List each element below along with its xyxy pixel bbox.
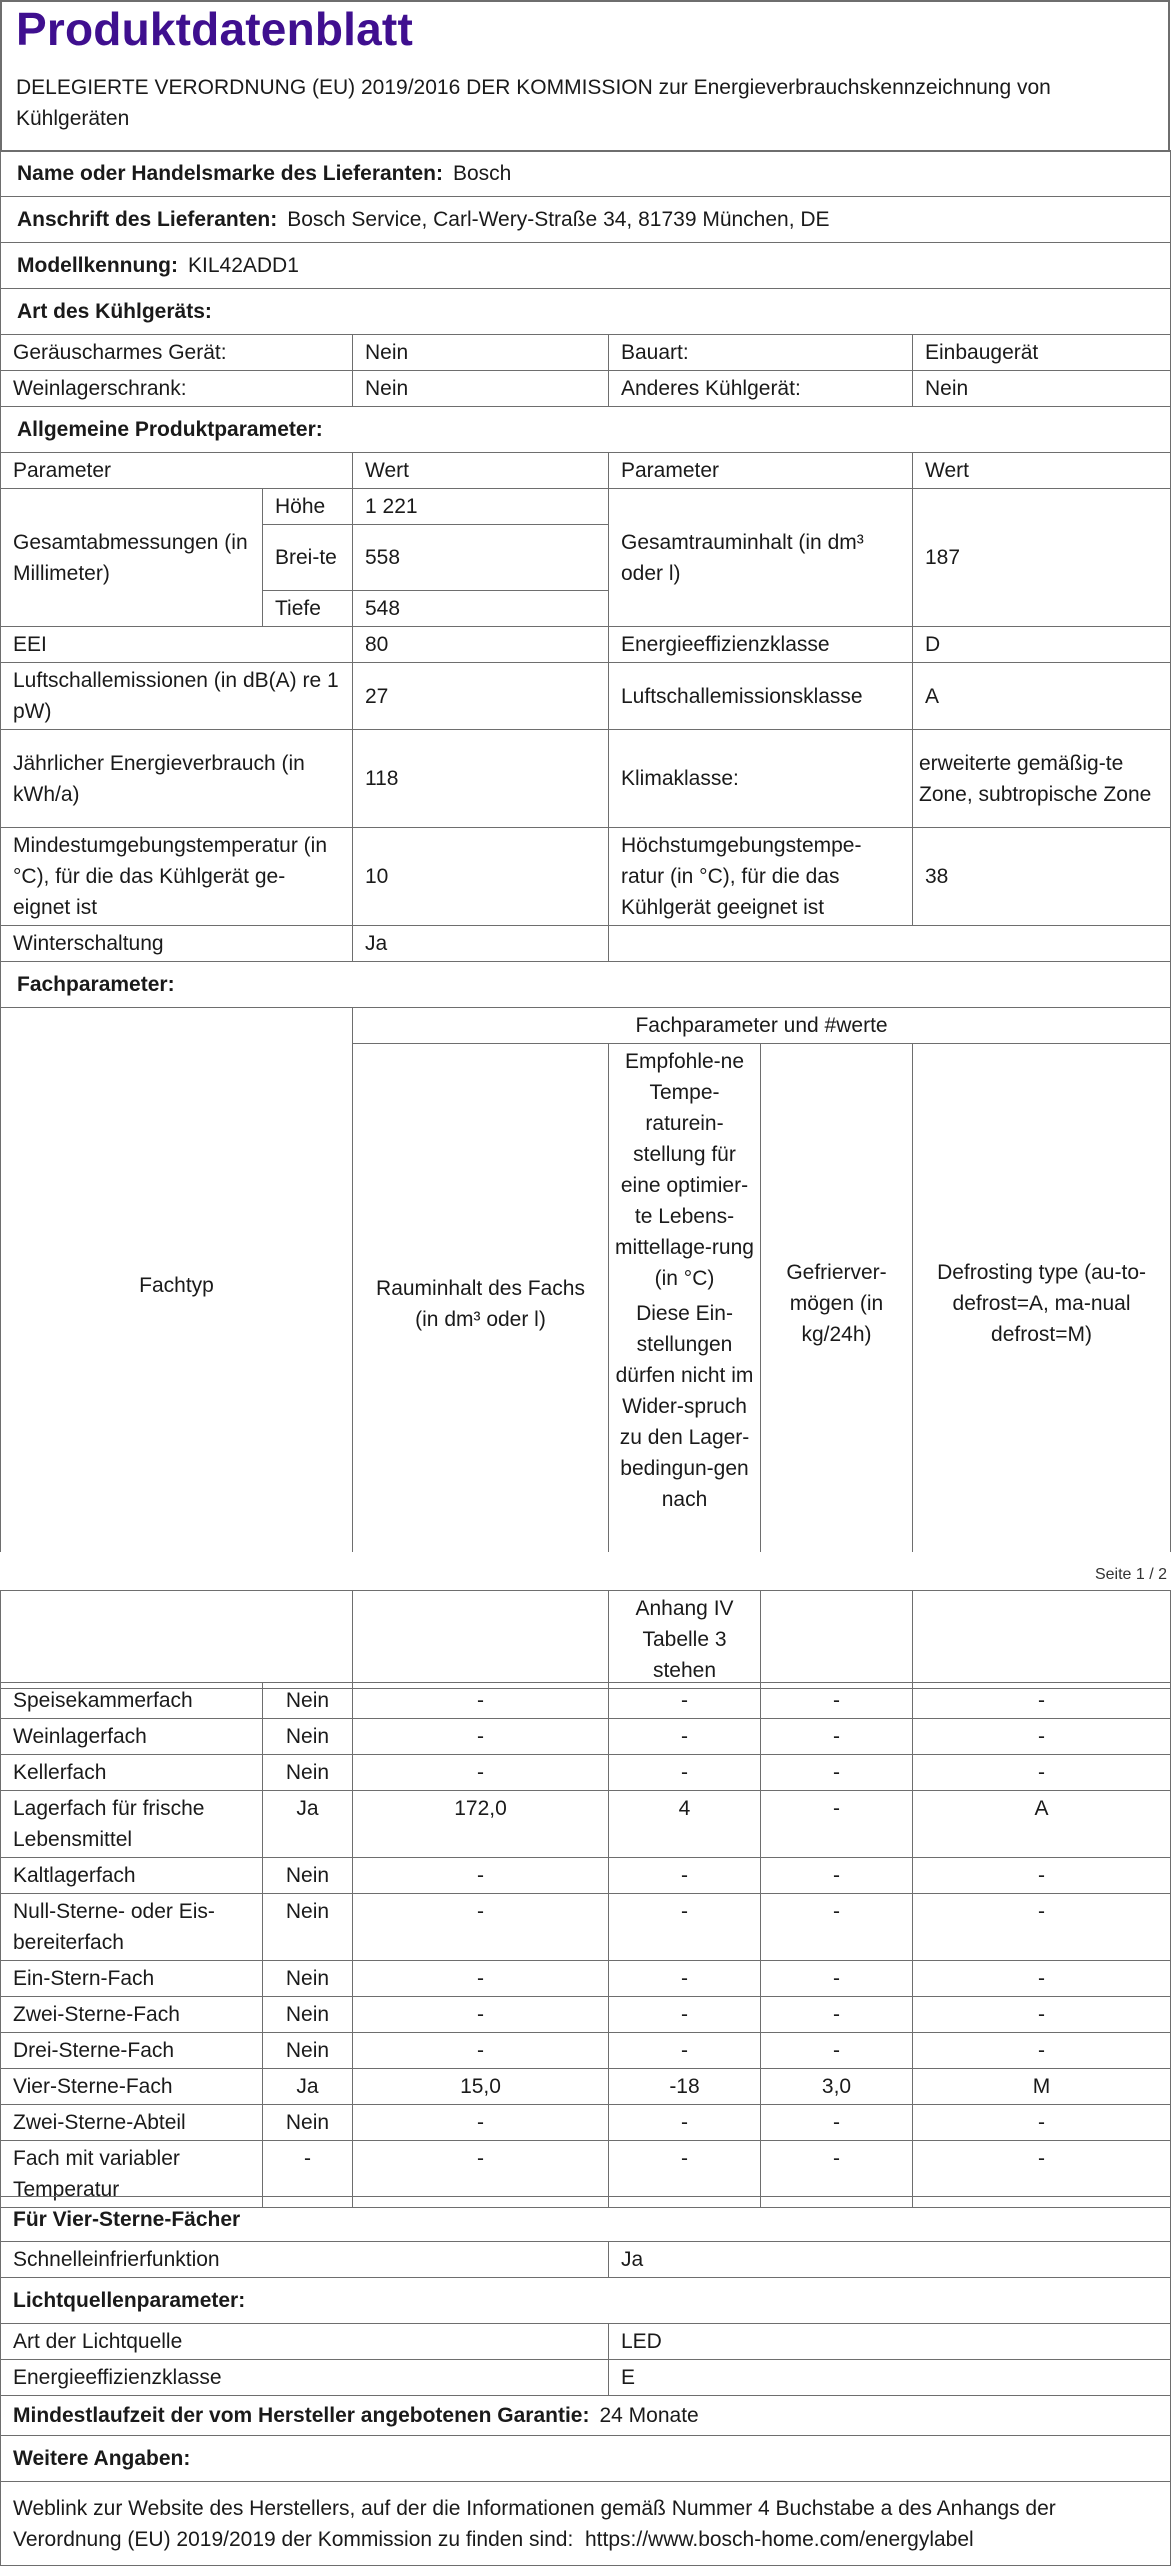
compartment-freeze: - [761,2033,913,2069]
compartment-freeze: - [761,2105,913,2141]
type-param: Anderes Kühlgerät: [609,371,913,407]
compartment-volume: - [353,1755,609,1791]
compartment-volume: - [353,2105,609,2141]
further-heading: Weitere Angaben: [1,2436,1171,2482]
compartment-defrost: M [913,2069,1171,2105]
general-param: Luftschallemissionsklasse [609,663,913,730]
column-header-defrost: Defrosting type (au-to-defrost=A, ma-nual defrost=M) [913,1044,1171,1564]
fast-freeze-row [1,2242,1171,2278]
compartment-temp: - [609,1894,761,1961]
compartment-name: Zwei-Sterne-Abteil [1,2105,263,2141]
fast-freeze-value: Ja [609,2242,1171,2278]
compartment-row [1,1719,1171,1755]
compartment-name: Ein-Stern-Fach [1,1961,263,1997]
compartment-present: Nein [263,2105,353,2141]
dimension-label: Höhe [263,489,353,525]
supplier-name-row [1,151,1171,197]
type-heading: Art des Kühlgeräts: [1,289,1171,335]
compartment-volume: - [353,1683,609,1719]
compartment-freeze: 3,0 [761,2069,913,2105]
column-header: Parameter [1,453,353,489]
light-type-label: Art der Lichtquelle [1,2324,609,2360]
compartment-row [1,2033,1171,2069]
general-heading-row [1,407,1171,453]
general-param: Jährlicher Energieverbrauch (in kWh/a) [1,730,353,828]
column-header: Wert [913,453,1171,489]
type-value: Nein [353,335,609,371]
compartment-defrost: - [913,2033,1171,2069]
type-value: Einbaugerät [913,335,1171,371]
compartment-defrost: - [913,1961,1171,1997]
empty-cell [761,1591,913,1689]
document-title: Produktdatenblatt [16,3,413,55]
general-value: A [913,663,1171,730]
general-value: 80 [353,627,609,663]
compartment-name: Fach mit variabler Temperatur [1,2141,263,2208]
light-class-label: Energieeffizienzklasse [1,2360,609,2396]
compartment-volume: - [353,1719,609,1755]
volume-value: 187 [913,489,1171,627]
light-class-row [1,2360,1171,2396]
column-header: Wert [353,453,609,489]
compartment-present: - [263,2141,353,2208]
compartments-header-continued [1,1591,1171,1689]
compartment-row [1,1683,1171,1719]
column-header-temp [609,1044,761,1564]
general-value: 118 [353,730,609,828]
further-text-row [1,2482,1171,2566]
compartment-present: Nein [263,1858,353,1894]
empty-cell [913,1591,1171,1689]
compartment-temp: - [609,1755,761,1791]
warranty-row [1,2396,1171,2436]
light-heading: Lichtquellenparameter: [1,2278,1171,2324]
light-type-value: LED [609,2324,1171,2360]
column-header-group: Fachparameter und #werte [353,1008,1171,1044]
compartment-present: Nein [263,2033,353,2069]
compartment-defrost: - [913,2141,1171,2208]
general-value: 38 [913,828,1171,926]
compartment-present: Nein [263,1997,353,2033]
winter-value: Ja [353,926,609,962]
model-value: KIL42ADD1 [188,254,299,277]
general-param: Luftschallemissionen (in dB(A) re 1 pW) [1,663,353,730]
compartment-name: Lagerfach für frische Lebensmittel [1,1791,263,1858]
compartment-freeze: - [761,1997,913,2033]
compartment-temp: - [609,1961,761,1997]
compartment-name: Weinlagerfach [1,1719,263,1755]
general-param: Mindestumgebungstemperatur (in °C), für die das Kühlgerät ge-eignet ist [1,828,353,926]
compartment-freeze: - [761,1961,913,1997]
general-row [1,828,1171,926]
compartment-freeze: - [761,1858,913,1894]
compartment-name: Kellerfach [1,1755,263,1791]
compartment-defrost: - [913,1858,1171,1894]
column-header-volume: Rauminhalt des Fachs (in dm³ oder l) [353,1044,609,1564]
compartment-freeze: - [761,1719,913,1755]
compartments-heading: Fachparameter: [1,962,1171,1008]
compartment-name: Zwei-Sterne-Fach [1,1997,263,2033]
general-row [1,627,1171,663]
compartments-heading-row [1,962,1171,1008]
type-row [1,335,1171,371]
type-param: Geräuscharmes Gerät: [1,335,353,371]
compartment-volume: - [353,1961,609,1997]
model-label: Modellkennung: [17,254,178,277]
light-heading-row [1,2278,1171,2324]
compartment-defrost: - [913,1719,1171,1755]
compartment-row [1,1858,1171,1894]
compartment-present: Nein [263,1894,353,1961]
compartment-temp: - [609,2033,761,2069]
dimension-value: 548 [353,591,609,627]
dimensions-label: Gesamtabmessungen (in Millimeter) [1,489,263,627]
compartment-volume: 172,0 [353,1791,609,1858]
volume-label: Gesamtrauminhalt (in dm³ oder l) [609,489,913,627]
general-value: D [913,627,1171,663]
compartment-temp: - [609,1683,761,1719]
compartment-temp: 4 [609,1791,761,1858]
page-2 [0,1590,1171,2560]
dimension-row [1,489,1171,525]
compartment-freeze: - [761,1791,913,1858]
compartment-name: Kaltlagerfach [1,1858,263,1894]
compartment-defrost: - [913,1683,1171,1719]
general-row [1,663,1171,730]
type-row [1,371,1171,407]
empty-cell [609,926,1171,962]
general-param: Höchstumgebungstempe-ratur (in °C), für die das Kühlgerät geeignet ist [609,828,913,926]
compartment-temp: - [609,1858,761,1894]
dimension-value: 558 [353,525,609,591]
type-value: Nein [353,371,609,407]
compartment-name: Vier-Sterne-Fach [1,2069,263,2105]
compartment-present: Nein [263,1755,353,1791]
type-param: Bauart: [609,335,913,371]
compartment-defrost: - [913,1755,1171,1791]
supplier-address-value: Bosch Service, Carl-Wery-Straße 34, 81739 München, DE [287,208,830,231]
compartment-volume: - [353,1997,609,2033]
supplier-address-row [1,197,1171,243]
compartment-present: Ja [263,2069,353,2105]
type-value: Nein [913,371,1171,407]
compartment-present: Nein [263,1683,353,1719]
column-header: Parameter [609,453,913,489]
column-header-temp-part2: Diese Ein-stellungen dürfen nicht im Wider-spruch zu den Lager-bedingun-gen nach [615,1302,754,1511]
general-param: Klimaklasse: [609,730,913,828]
general-header-row [1,453,1171,489]
compartment-defrost: - [913,1894,1171,1961]
compartment-volume: 15,0 [353,2069,609,2105]
four-star-heading: Für Vier-Sterne-Fächer [1,2197,1171,2242]
compartment-name: Speisekammerfach [1,1683,263,1719]
compartment-temp: - [609,1719,761,1755]
four-star-heading-row [1,2197,1171,2242]
compartment-temp: - [609,1997,761,2033]
general-heading: Allgemeine Produktparameter: [1,407,1171,453]
general-param: Energieeffizienzklasse [609,627,913,663]
compartment-name: Drei-Sterne-Fach [1,2033,263,2069]
compartment-defrost: A [913,1791,1171,1858]
compartment-row [1,1894,1171,1961]
compartment-row [1,1961,1171,1997]
compartments-table [0,1682,1171,2208]
supplier-name-label: Name oder Handelsmarke des Lieferanten: [17,162,443,185]
page-number: Seite 1 / 2 [1094,1566,1167,1583]
manufacturer-link[interactable]: https://www.bosch-home.com/energylabel [585,2527,974,2551]
supplier-address-label: Anschrift des Lieferanten: [17,208,278,231]
model-row [1,243,1171,289]
compartment-defrost: - [913,1997,1171,2033]
fast-freeze-label: Schnelleinfrierfunktion [1,2242,609,2278]
compartment-row [1,1755,1171,1791]
compartment-defrost: - [913,2105,1171,2141]
compartment-present: Nein [263,1961,353,1997]
compartment-freeze: - [761,1894,913,1961]
general-value: erweiterte gemäßig-te Zone, subtropische Zone [913,730,1171,828]
light-type-row [1,2324,1171,2360]
compartments-group-header-row [1,1008,1171,1044]
compartment-volume: - [353,1894,609,1961]
page-break [0,1552,1171,1590]
type-param: Weinlagerschrank: [1,371,353,407]
dimension-label: Tiefe [263,591,353,627]
compartment-row [1,1791,1171,1858]
compartment-freeze: - [761,1755,913,1791]
dimension-value: 1 221 [353,489,609,525]
light-class-value: E [609,2360,1171,2396]
compartment-volume: - [353,1858,609,1894]
further-heading-row [1,2436,1171,2482]
general-row [1,730,1171,828]
supplier-name-value: Bosch [453,162,512,185]
column-header-freeze: Gefrierver-mögen (in kg/24h) [761,1044,913,1564]
document-subtitle: DELEGIERTE VERORDNUNG (EU) 2019/2016 DER KOMMISSION zur Energieverbrauchskennzeichnung von Kühlgeräten [16,76,1051,130]
page1-table [0,150,1171,1564]
winter-label: Winterschaltung [1,926,353,962]
compartment-temp: - [609,2105,761,2141]
page2-lower-table [0,2196,1171,2566]
empty-cell [353,1591,609,1689]
empty-cell [1,1591,353,1689]
winter-row [1,926,1171,962]
compartment-freeze: - [761,2141,913,2208]
compartment-freeze: - [761,1683,913,1719]
warranty-value: 24 Monate [599,2404,699,2427]
type-heading-row [1,289,1171,335]
column-header-type: Fachtyp [1,1008,353,1564]
compartment-row [1,2105,1171,2141]
general-value: 10 [353,828,609,926]
further-text: Weblink zur Website des Herstellers, auf der die Informationen gemäß Nummer 4 Buchstabe a des Anhangs der Verordnung (EU) 2019/2019 der Kommission zu finden sind: [13,2496,1056,2551]
compartment-temp: -18 [609,2069,761,2105]
compartment-present: Ja [263,1791,353,1858]
compartment-volume: - [353,2141,609,2208]
column-header-temp-part1: Empfohle-ne Tempe-raturein-stellung für eine optimier-te Lebens-mittellage-rung (in °C) [615,1050,754,1290]
compartment-name: Null-Sterne- oder Eis-bereiterfach [1,1894,263,1961]
page2-table [0,1590,1171,1689]
compartment-present: Nein [263,1719,353,1755]
compartment-row [1,2069,1171,2105]
column-header-temp-part3: Anhang IV Tabelle 3 stehen [609,1591,761,1689]
general-param: EEI [1,627,353,663]
dimension-label: Brei-te [263,525,353,591]
warranty-label: Mindestlaufzeit der vom Hersteller angebotenen Garantie: [13,2404,590,2427]
compartment-row [1,1997,1171,2033]
compartment-temp: - [609,2141,761,2208]
compartment-volume: - [353,2033,609,2069]
general-value: 27 [353,663,609,730]
